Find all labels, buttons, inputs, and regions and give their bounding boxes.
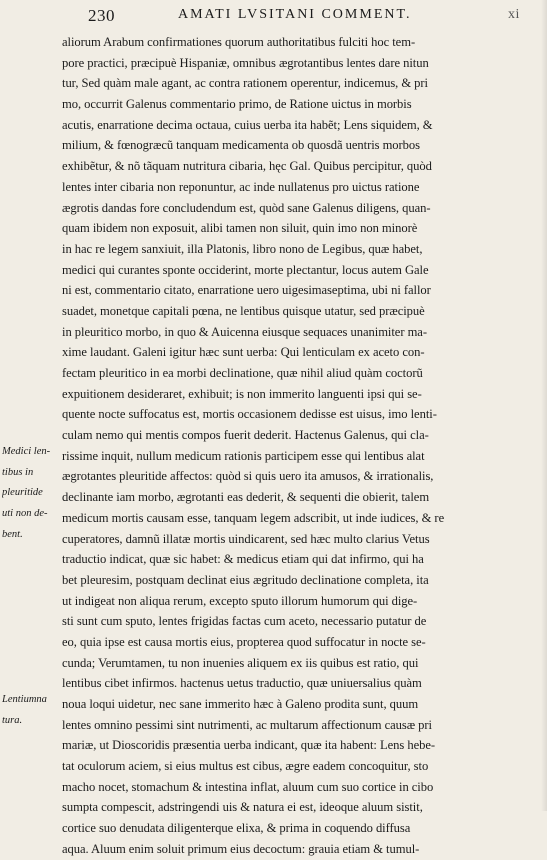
margin-note-line: bent. [2, 528, 23, 540]
text-line: lentibus cibet infirmos. hactenus uetus traductio, quæ uniuersalius quàm [62, 676, 422, 691]
text-line: cunda; Verumtamen, tu non inuenies aliquem ex iis quibus est ratio, qui [62, 655, 419, 670]
header-mark: xi [508, 7, 520, 22]
text-line: ægrotantes pleuritide affectos: quòd si quis uero ita amusos, & irrationalis, [62, 469, 434, 484]
margin-note-lentils-pleurisy [2, 445, 62, 548]
margin-note-line: Medici len- [2, 446, 51, 457]
text-line: aliorum Arabum confirmationes quorum authoritatibus fulciti hoc tem- [62, 35, 416, 49]
page-number: 230 [88, 6, 115, 25]
text-line: milium, & fœnogræcũ tanquam medicamenta ob quosdã uentris morbos [62, 138, 420, 153]
running-title: AMATI LVSITANI COMMENT. [178, 7, 412, 22]
text-line: in pleuritico morbo, in quo & Auicenna eiusque sequaces unanimiter ma- [62, 324, 427, 339]
text-line: noua loqui uidetur, nec sane immerito hæc à Galeno prodita sunt, quum [62, 697, 419, 711]
text-line: lentes omnino pessimi sint nutrimenti, ac multarum affectionum causæ pri [62, 717, 432, 732]
text-line: eo, quia ipse est causa mortis eius, propterea quod suffocatur in nocte se- [62, 634, 426, 649]
margin-note-line: uti non de- [2, 508, 48, 520]
text-line: cortice suo denudata diligenterque elixa, & prima in coquendo diffusa [62, 821, 411, 836]
margin-note-line: Lentiumna [2, 694, 47, 705]
text-line: quente nocte suffocatus est, mortis occasionem dedisse est uisus, imo lenti- [62, 407, 437, 422]
text-line: lentes inter cibaria non reponuntur, ac inde nullatenus pro uictus ratione [62, 179, 420, 194]
text-line: mo, occurrit Galenus commentario primo, de Ratione uictus in morbis [62, 97, 412, 112]
text-line: medici qui curantes sponte occiderint, morte plectantur, locus autem Gale [62, 262, 429, 277]
margin-note-line: tura. [2, 714, 23, 726]
body-text [62, 32, 544, 860]
running-head [0, 4, 547, 30]
text-line: sti sunt cum sputo, lentes frigidas factas cum aceto, necessario putatur de [62, 614, 427, 629]
margin-note-line: pleuritide [2, 487, 43, 499]
text-line: macho nocet, stomachum & intestina inflat, aluum cum suo cortice in cibo [62, 779, 434, 794]
text-line: declinante iam morbo, ægrotanti eas dederit, & sequenti die obierit, talem [62, 490, 430, 505]
margin-note-line: tibus in [2, 466, 34, 478]
text-line: sumpta compescit, adstringendi uis & natura ei est, ideoque aluum sistit, [62, 800, 423, 815]
text-line: suadet, monetque capitali pœna, ne lentibus quisque utatur, sed præcipuè [62, 303, 425, 318]
text-line: tat oculorum aciem, si eius multus est cibus, ægre eadem concoquitur, sto [62, 759, 429, 774]
text-line: rissime inquit, nullum medicum rationis participem esse qui lentibus alat [62, 448, 425, 463]
text-line: xime laudant. Galeni igitur hæc sunt uerba: Qui lenticulam ex aceto con- [62, 345, 425, 360]
text-line: aqua. Aluum enim soluit primum eius decoctum: grauia etiam & tumul- [62, 841, 420, 856]
text-line: medicum mortis causam esse, tanquam legem adscribit, ut inde iudices, & re [62, 510, 445, 525]
text-line: pore practici, præcipuè Hispaniæ, omnibus ægrotantibus lentes dare nitun [62, 55, 429, 70]
text-line: ni est, commentario citato, enarratione uero uigesimaseptima, ubi ni fallor [62, 283, 431, 298]
text-line: cuperatores, damnũ illatæ mortis uindicarent, sed hæc multo clarius Vetus [62, 531, 430, 546]
text-line: bet pleuresim, postquam declinat eius ægritudo declinatione completa, ita [62, 572, 429, 587]
page-edge [541, 0, 547, 811]
text-line: ut indigeat non aliqua rerum, excepto sputo illorum humorum qui dige- [62, 593, 418, 608]
text-line: culam nemo qui mentis compos fuerit dederit. Hactenus Galenus, qui cla- [62, 428, 429, 443]
text-line: in hac re legem sanxiuit, illa Platonis, libro nono de Legibus, quæ habet, [62, 241, 423, 256]
text-line: ægrotis dandas fore concludendum est, quòd sane Galenus diligens, quan- [62, 200, 431, 215]
text-line: tur, Sed quàm male agant, ac contra rationem operentur, indicemus, & pri [62, 76, 429, 91]
text-line: acutis, enarratione decima octaua, cuius uerba ita habẽt; Lens siquidem, & [62, 117, 433, 132]
text-line: expuitionem desideraret, exhibuit; is non immerito languenti ipsi qui se- [62, 386, 422, 401]
text-line: quam ibidem non exposuit, alibi tamen non siluit, quin imo non minorè [62, 221, 418, 236]
margin-note-lentil-nature [2, 693, 62, 734]
text-line: exhibẽtur, & nõ tãquam nutritura cibaria, hęc Gal. Quibus percipitur, quòd [62, 159, 432, 174]
text-line: mariæ, ut Dioscoridis præsentia uerba indicant, quæ ita habent: Lens hebe- [62, 738, 436, 753]
text-line: fectam pleuritico in ea morbi declinatione, quæ nihil aliud quàm coctorũ [62, 366, 423, 380]
text-line: traductio indicat, quæ sic habet: & medicus etiam qui dat infirmo, qui ha [62, 552, 424, 567]
